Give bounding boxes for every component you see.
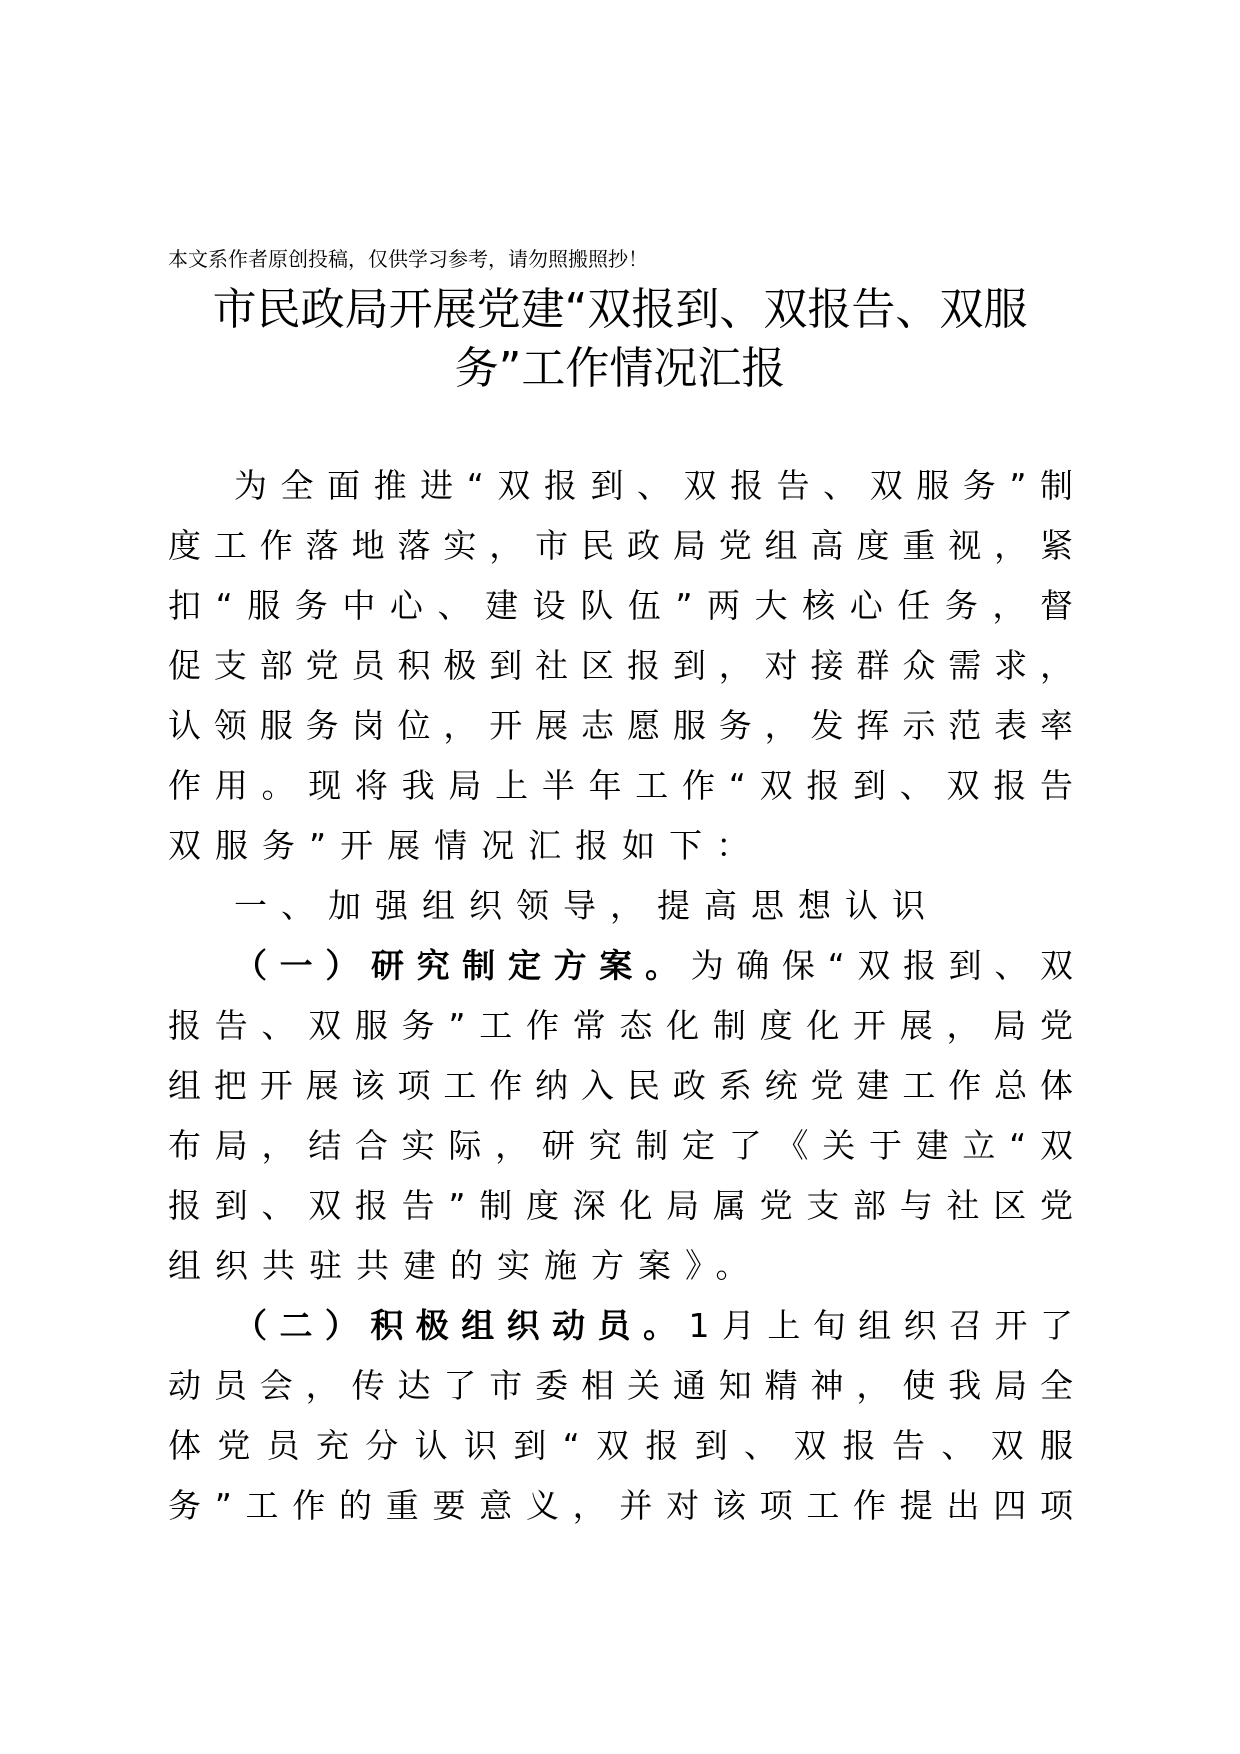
paragraph-line: 度工作落地落实，市民政局党组高度重视，紧 — [168, 526, 1073, 565]
paragraph-line: 作用。现将我局上半年工作“双报到、双报告 — [168, 766, 1073, 805]
subsection-line — [168, 1304, 1073, 1348]
document-title-line-1: 市民政局开展党建“双报到、双报告、双服 — [212, 284, 1028, 335]
paragraph-line: 为全面推进“双报到、双报告、双服务”制 — [234, 466, 1073, 505]
subsection-line — [168, 944, 1073, 988]
subsection-heading: （一）研究制定方案。 — [234, 946, 691, 985]
paragraph-line: 布局，结合实际，研究制定了《关于建立“双 — [168, 1126, 1073, 1165]
paragraph-line: 动员会，传达了市委相关通知精神，使我局全 — [168, 1366, 1073, 1405]
disclaimer-note: 本文系作者原创投稿，仅供学习参考，请勿照搬照抄！ — [168, 247, 648, 271]
paragraph-line: 促支部党员积极到社区报到，对接群众需求， — [168, 646, 1073, 685]
paragraph-line: 扣“服务中心、建设队伍”两大核心任务，督 — [168, 586, 1073, 625]
paragraph-line: 组织共驻共建的实施方案》。 — [168, 1246, 763, 1285]
subsection-heading: （二）积极组织动员。 — [234, 1306, 689, 1345]
paragraph-line: 组把开展该项工作纳入民政系统党建工作总体 — [168, 1066, 1073, 1105]
subsection-text: 1月上旬组织召开了 — [688, 1306, 1074, 1345]
paragraph-line: 体党员充分认识到“双报到、双报告、双服 — [168, 1426, 1073, 1465]
paragraph-line: 认领服务岗位，开展志愿服务，发挥示范表率 — [168, 706, 1073, 745]
subsection-text: 为确保“双报到、双 — [690, 946, 1073, 985]
section-heading: 一、加强组织领导，提高思想认识 — [234, 886, 939, 925]
document-title-line-2: 务”工作情况汇报 — [454, 343, 786, 394]
paragraph-line: 务”工作的重要意义，并对该项工作提出四项 — [168, 1486, 1073, 1525]
paragraph-line: 报到、双报告”制度深化局属党支部与社区党 — [168, 1186, 1073, 1225]
paragraph-line: 报告、双服务”工作常态化制度化开展，局党 — [168, 1006, 1073, 1045]
paragraph-line: 双服务”开展情况汇报如下： — [168, 826, 764, 865]
